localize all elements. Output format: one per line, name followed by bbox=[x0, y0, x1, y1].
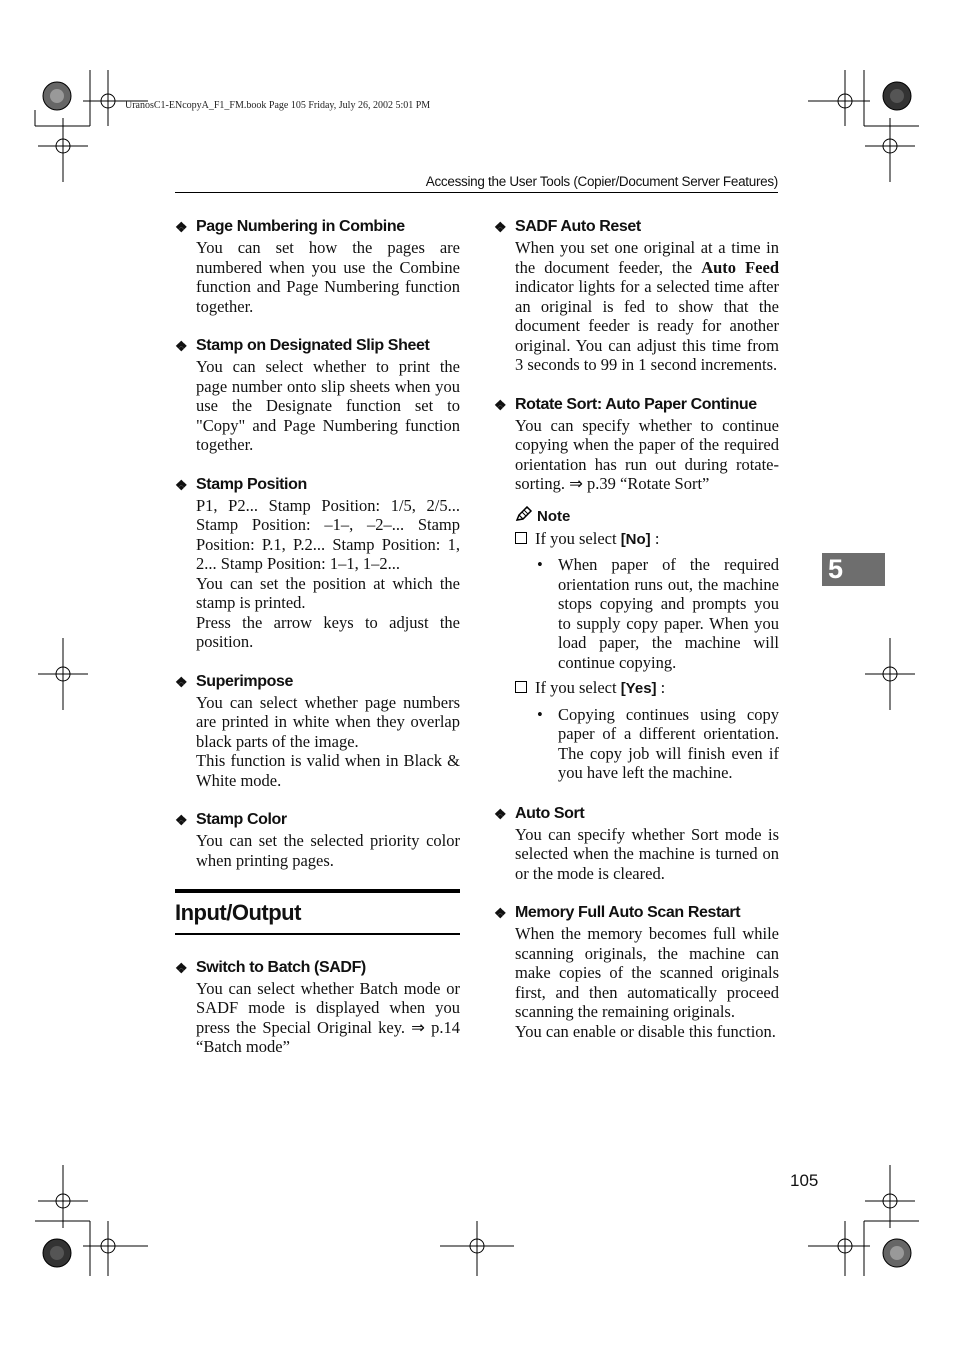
section-body bbox=[196, 496, 460, 652]
heading-rule-bottom bbox=[175, 933, 460, 935]
body-paragraph: You can select whether page numbers are printed in white when they overlap black parts of the image. bbox=[196, 692, 460, 751]
body-paragraph: This function is valid when in Black & White mode. bbox=[196, 751, 460, 790]
section-auto-sort bbox=[494, 803, 779, 884]
note-item bbox=[515, 678, 779, 699]
section bbox=[175, 957, 460, 1057]
section-title: Auto Sort bbox=[515, 804, 585, 822]
body-paragraph: You can enable or disable this function. bbox=[515, 1021, 776, 1041]
section-body bbox=[196, 831, 460, 870]
section-title: Memory Full Auto Scan Restart bbox=[515, 904, 741, 921]
body-paragraph: When the memory becomes full while scanning originals, the machine can make copies of the scanned originals first, and then automatically proceed scanning the remaining originals. bbox=[515, 924, 779, 1021]
body-paragraph: You can set the selected priority color when printing pages. bbox=[196, 831, 460, 870]
section bbox=[175, 671, 460, 791]
left-column bbox=[175, 216, 460, 1076]
chapter-tab: 5 bbox=[822, 553, 885, 586]
section-body bbox=[196, 979, 460, 1057]
body-paragraph: You can select whether Batch mode or SADF mode is displayed when you press the Special Original key. ⇒ p.14 “Batch mode” bbox=[196, 978, 460, 1056]
section-title: Stamp Color bbox=[196, 811, 287, 828]
section-title: Switch to Batch (SADF) bbox=[196, 958, 366, 976]
diamond-bullet-icon: ❖ bbox=[175, 812, 188, 828]
bullet-item bbox=[537, 555, 779, 672]
checkbox-square-icon bbox=[515, 681, 527, 693]
section bbox=[175, 474, 460, 652]
diamond-bullet-icon: ❖ bbox=[175, 959, 188, 976]
pencil-note-icon bbox=[515, 506, 533, 529]
body-text: indicator lights for a selected time after an original is fed to show that the document feeder is ready for another original. You can adjust this time from 3 seconds to 99 in 1 second increments. bbox=[515, 277, 779, 374]
section-memory-full bbox=[494, 902, 779, 1041]
body-text: When you set one original at a time in the document feeder, the bbox=[515, 238, 779, 277]
section-heading-block bbox=[175, 889, 460, 935]
diamond-bullet-icon: ❖ bbox=[494, 219, 507, 235]
note-text: If you select bbox=[535, 678, 621, 697]
section-body bbox=[196, 357, 460, 455]
section-body bbox=[515, 924, 779, 1041]
bold-term: Auto Feed bbox=[701, 257, 779, 277]
section-heading: Input/Output bbox=[175, 900, 301, 925]
bullet-dot-icon: • bbox=[537, 704, 543, 724]
note-title: Note bbox=[537, 508, 571, 525]
section-title: Page Numbering in Combine bbox=[196, 218, 405, 235]
diamond-bullet-icon: ❖ bbox=[494, 905, 507, 921]
section-title: Stamp on Designated Slip Sheet bbox=[196, 337, 430, 354]
section-body: You can specify whether Sort mode is selected when the machine is turned on or the mode is cleared. bbox=[515, 824, 779, 883]
section-title: Rotate Sort: Auto Paper Continue bbox=[515, 395, 757, 413]
body-paragraph: You can set the position at which the stamp is printed. bbox=[196, 573, 460, 612]
print-info: UranosC1-ENcopyA_F1_FM.book Page 105 Friday, July 26, 2002 5:01 PM bbox=[125, 100, 431, 111]
note-item bbox=[515, 529, 779, 550]
diamond-bullet-icon: ❖ bbox=[175, 338, 188, 354]
page-number: 105 bbox=[790, 1171, 819, 1190]
key-name: [No] bbox=[620, 530, 651, 548]
running-head: Accessing the User Tools (Copier/Document Server Features) bbox=[425, 174, 778, 189]
section-body bbox=[196, 238, 460, 316]
bullet-dot-icon: • bbox=[537, 555, 543, 574]
key-name: [Yes] bbox=[620, 680, 657, 697]
body-paragraph: Press the arrow keys to adjust the position. bbox=[196, 612, 460, 651]
body-paragraph: P1, P2... Stamp Position: 1/5, 2/5... Stamp Position: –1–, –2–... Stamp Position: P.1, P.2... Stamp Position: 1, 2... Stamp Position: 1–1, 1–2... bbox=[196, 495, 460, 573]
diamond-bullet-icon: ❖ bbox=[494, 396, 507, 413]
section bbox=[175, 809, 460, 870]
right-column bbox=[494, 216, 779, 1060]
section-body bbox=[515, 238, 779, 375]
section-title: Superimpose bbox=[196, 672, 293, 690]
diamond-bullet-icon: ❖ bbox=[175, 673, 188, 690]
diamond-bullet-icon: ❖ bbox=[175, 476, 188, 493]
body-paragraph: You can set how the pages are numbered when you use the Combine function and Page Numbering function together. bbox=[196, 238, 460, 316]
section-title: SADF Auto Reset bbox=[515, 218, 641, 235]
checkbox-square-icon bbox=[515, 532, 527, 544]
note-block bbox=[494, 506, 779, 783]
note-text: If you select bbox=[535, 528, 621, 548]
section-body bbox=[196, 693, 460, 791]
section bbox=[175, 335, 460, 455]
section-sadf-auto-reset bbox=[494, 216, 779, 375]
density-wheel-icon bbox=[43, 82, 71, 110]
section-body: You can specify whether to continue copying when the paper of the required orientation has run out during rotate-sorting. ⇒ p.39 “Rotate Sort” bbox=[515, 415, 779, 493]
density-wheel-icon bbox=[883, 1239, 911, 1267]
density-wheel-icon bbox=[43, 1239, 71, 1267]
density-wheel-icon bbox=[883, 82, 911, 110]
diamond-bullet-icon: ❖ bbox=[175, 219, 188, 235]
header-rule bbox=[175, 192, 778, 193]
diamond-bullet-icon: ❖ bbox=[494, 805, 507, 822]
section-title: Stamp Position bbox=[196, 475, 307, 493]
bullet-text: Copying continues using copy paper of a different orientation. The copy job will finish even if you have left the machine. bbox=[558, 704, 779, 782]
note-text: : bbox=[650, 528, 660, 548]
section bbox=[175, 216, 460, 316]
section-rotate-sort bbox=[494, 394, 779, 494]
note-text: : bbox=[656, 678, 666, 697]
body-paragraph: You can select whether to print the page number onto slip sheets when you use the Designate function set to "Copy" and Page Numbering function together. bbox=[196, 357, 460, 454]
bullet-item bbox=[537, 705, 779, 783]
bullet-text: When paper of the required orientation runs out, the machine stops copying and prompts you to supply copy paper. When you load paper, the machine will continue copying. bbox=[558, 555, 779, 672]
